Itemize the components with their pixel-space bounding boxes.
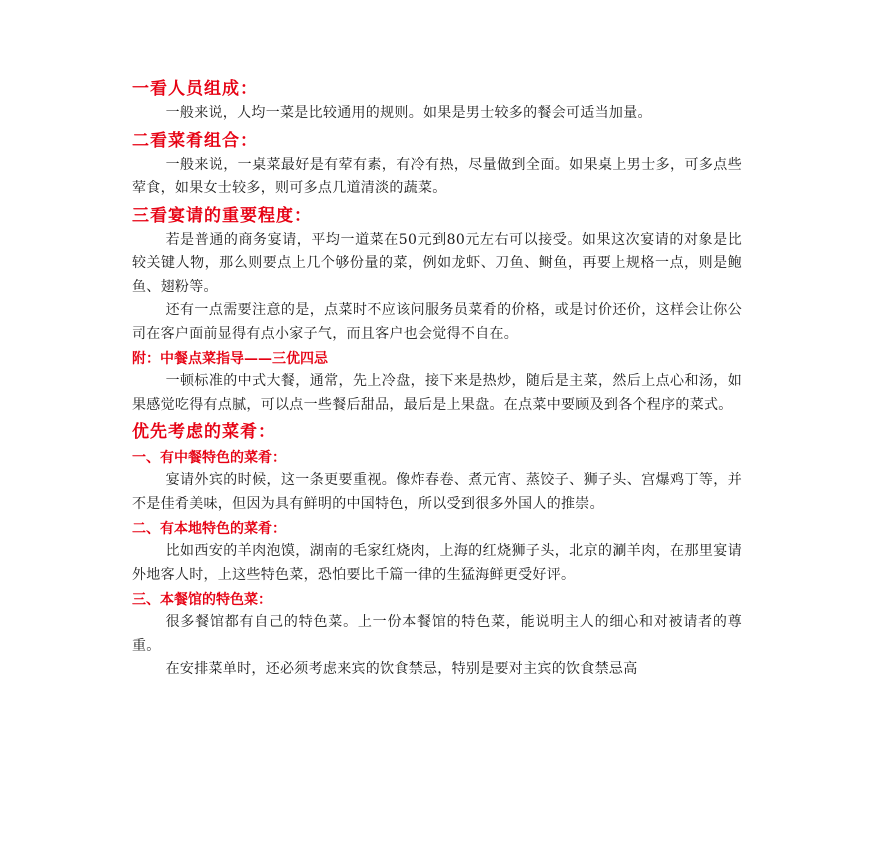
section-heading-importance: 三看宴请的重要程度：: [132, 205, 312, 226]
paragraph: 一顿标准的中式大餐，通常，先上冷盘，接下来是热炒，随后是主菜，然后上点心和汤，如果感觉吃得有点腻，可以点一些餐后甜品，最后是上果盘。在点菜中要顾及到各个程序的菜式。: [132, 373, 742, 413]
paragraph: 在安排菜单时，还必须考虑来宾的饮食禁忌，特别是要对主宾的饮食禁忌高: [165, 661, 638, 677]
paragraph: 很多餐馆都有自己的特色菜。上一份本餐馆的特色菜，能说明主人的细心和对被请者的尊重。: [132, 614, 742, 654]
section-heading-priority-dishes: 优先考虑的菜肴：: [132, 422, 276, 442]
paragraph: 比如西安的羊肉泡馍，湖南的毛家红烧肉，上海的红烧狮子头，北京的涮羊肉，在那里宴请外地客人时，上这些特色菜，恐怕要比千篇一律的生猛海鲜更受好评。: [132, 543, 742, 583]
subheading-chinese-specialty: 一、有中餐特色的菜肴：: [132, 450, 286, 466]
paragraph: 若是普通的商务宴请，平均一道菜在50元到80元左右可以接受。如果这次宴请的对象是比较关键人物，那么则要点上几个够份量的菜，例如龙虾、刀鱼、鲥鱼，再要上规格一点，则是鲍鱼、翅粉等。: [132, 231, 742, 295]
paragraph: 一般来说，人均一菜是比较通用的规则。如果是男士较多的餐会可适当加量。: [165, 105, 652, 121]
paragraph: 一般来说，一桌菜最好是有荤有素，有冷有热，尽量做到全面。如果桌上男士多，可多点些荤食，如果女士较多，则可多点几道清淡的蔬菜。: [132, 156, 742, 196]
subheading-restaurant-specialty: 三、本餐馆的特色菜：: [132, 592, 272, 608]
section-heading-appendix: 附：中餐点菜指导——三优四忌: [132, 351, 328, 367]
section-heading-personnel: 一看人员组成：: [132, 79, 258, 99]
paragraph: 宴请外宾的时候，这一条更要重视。像炸春卷、煮元宵、蒸饺子、狮子头、宫爆鸡丁等，并不是佳肴美味，但因为具有鲜明的中国特色，所以受到很多外国人的推崇。: [132, 472, 742, 512]
section-heading-dish-combination: 二看菜肴组合：: [132, 130, 258, 151]
subheading-local-specialty: 二、有本地特色的菜肴：: [132, 521, 286, 537]
paragraph: 还有一点需要注意的是，点菜时不应该问服务员菜肴的价格，或是讨价还价，这样会让你公司在客户面前显得有点小家子气，而且客户也会觉得不自在。: [132, 302, 742, 342]
